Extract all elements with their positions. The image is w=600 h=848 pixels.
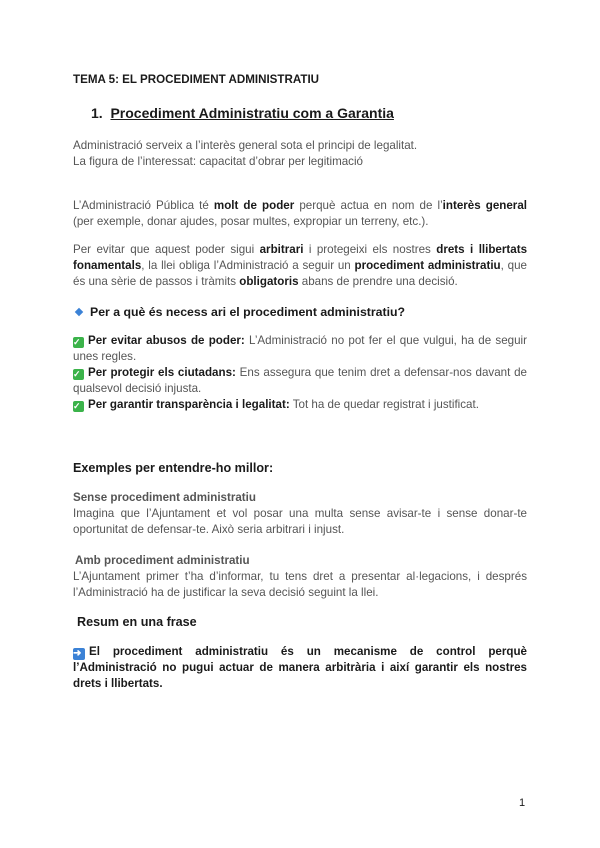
doc-title: TEMA 5: EL PROCEDIMENT ADMINISTRATIU [73, 73, 320, 86]
text-run: (per exemple, donar ajudes, posar multes, expropiar un terreny, etc.). [73, 215, 429, 228]
summary-heading: Resum en una frase [77, 615, 197, 629]
text-run: abans de prendre una decisió. [298, 275, 458, 288]
intro-block [73, 138, 527, 170]
text-run: , que és una sèrie de passos i tràmits [73, 259, 527, 288]
text-run: perquè actua en nom de l’ [294, 199, 443, 212]
examples-heading: Exemples per entendre-ho millor: [73, 461, 274, 475]
intro-line-1: Administració serveix a l’interès general sota el principi de legalitat. [73, 139, 418, 152]
check-icon: ✓ [73, 337, 84, 348]
section-heading [91, 105, 545, 121]
arrow-right-icon: ➜ [73, 648, 85, 660]
list-item [73, 333, 527, 365]
diamond-icon [75, 308, 83, 316]
reason-text: L’Administració no pot fer el que vulgui, ha de seguir unes regles. [73, 334, 527, 363]
example-2-text: L’Ajuntament primer t’ha d’informar, tu tens dret a presentar al·legacions, i després l’Administració ha de justificar la seva decisió seguint la llei. [73, 570, 527, 599]
text-run: i protegeixi els nostres [303, 243, 437, 256]
bold-run: obligatoris [239, 275, 299, 288]
text-run: L’Administració Pública té [73, 199, 214, 212]
paragraph-procedure [73, 242, 527, 290]
bold-run: drets i llibertats fonamentals [73, 243, 528, 272]
reason-label: Per evitar abusos de poder: [88, 334, 245, 347]
bold-run: interès general [442, 199, 527, 212]
list-item [73, 365, 527, 397]
example-2-heading: Amb procediment administratiu [75, 554, 250, 567]
summary-text-block [73, 644, 527, 692]
bold-run: molt de poder [213, 199, 295, 212]
list-item [73, 397, 527, 413]
reason-label: Per protegir els ciutadans: [88, 366, 236, 379]
reason-text: Tot ha de quedar registrat i justificat. [289, 398, 479, 411]
paragraph-power [73, 198, 527, 230]
reason-label: Per garantir transparència i legalitat: [88, 398, 290, 411]
reasons-list [73, 333, 527, 413]
intro-line-2: La figura de l’interessat: capacitat d’obrar per legitimació [73, 155, 363, 168]
bold-run: procediment administratiu [354, 259, 501, 272]
example-1-heading: Sense procediment administratiu [73, 491, 256, 504]
question-heading [73, 304, 527, 320]
question-text: Per a què és necess ari el procediment administratiu? [90, 305, 406, 319]
check-icon: ✓ [73, 401, 84, 412]
text-run: Per evitar que aquest poder sigui [73, 243, 260, 256]
bold-run: arbitrari [259, 243, 304, 256]
check-icon: ✓ [73, 369, 84, 380]
section-number: 1. [91, 105, 103, 121]
text-run: , la llei obliga l’Administració a seguir un [141, 259, 355, 272]
summary-text: El procediment administratiu és un mecanisme de control perquè l’Administració no pugui actuar de manera arbitrària i així garantir els nostres drets i llibertats. [73, 645, 527, 690]
reason-text: Ens assegura que tenim dret a defensar-nos davant de qualsevol decisió injusta. [73, 366, 527, 395]
page-number: 1 [519, 797, 526, 809]
example-1-text: Imagina que l’Ajuntament et vol posar una multa sense avisar-te i sense donar-te oportunitat de defensar-te. Això seria arbitrari i injust. [73, 507, 527, 536]
section-title: Procediment Administratiu com a Garantia [110, 105, 394, 121]
